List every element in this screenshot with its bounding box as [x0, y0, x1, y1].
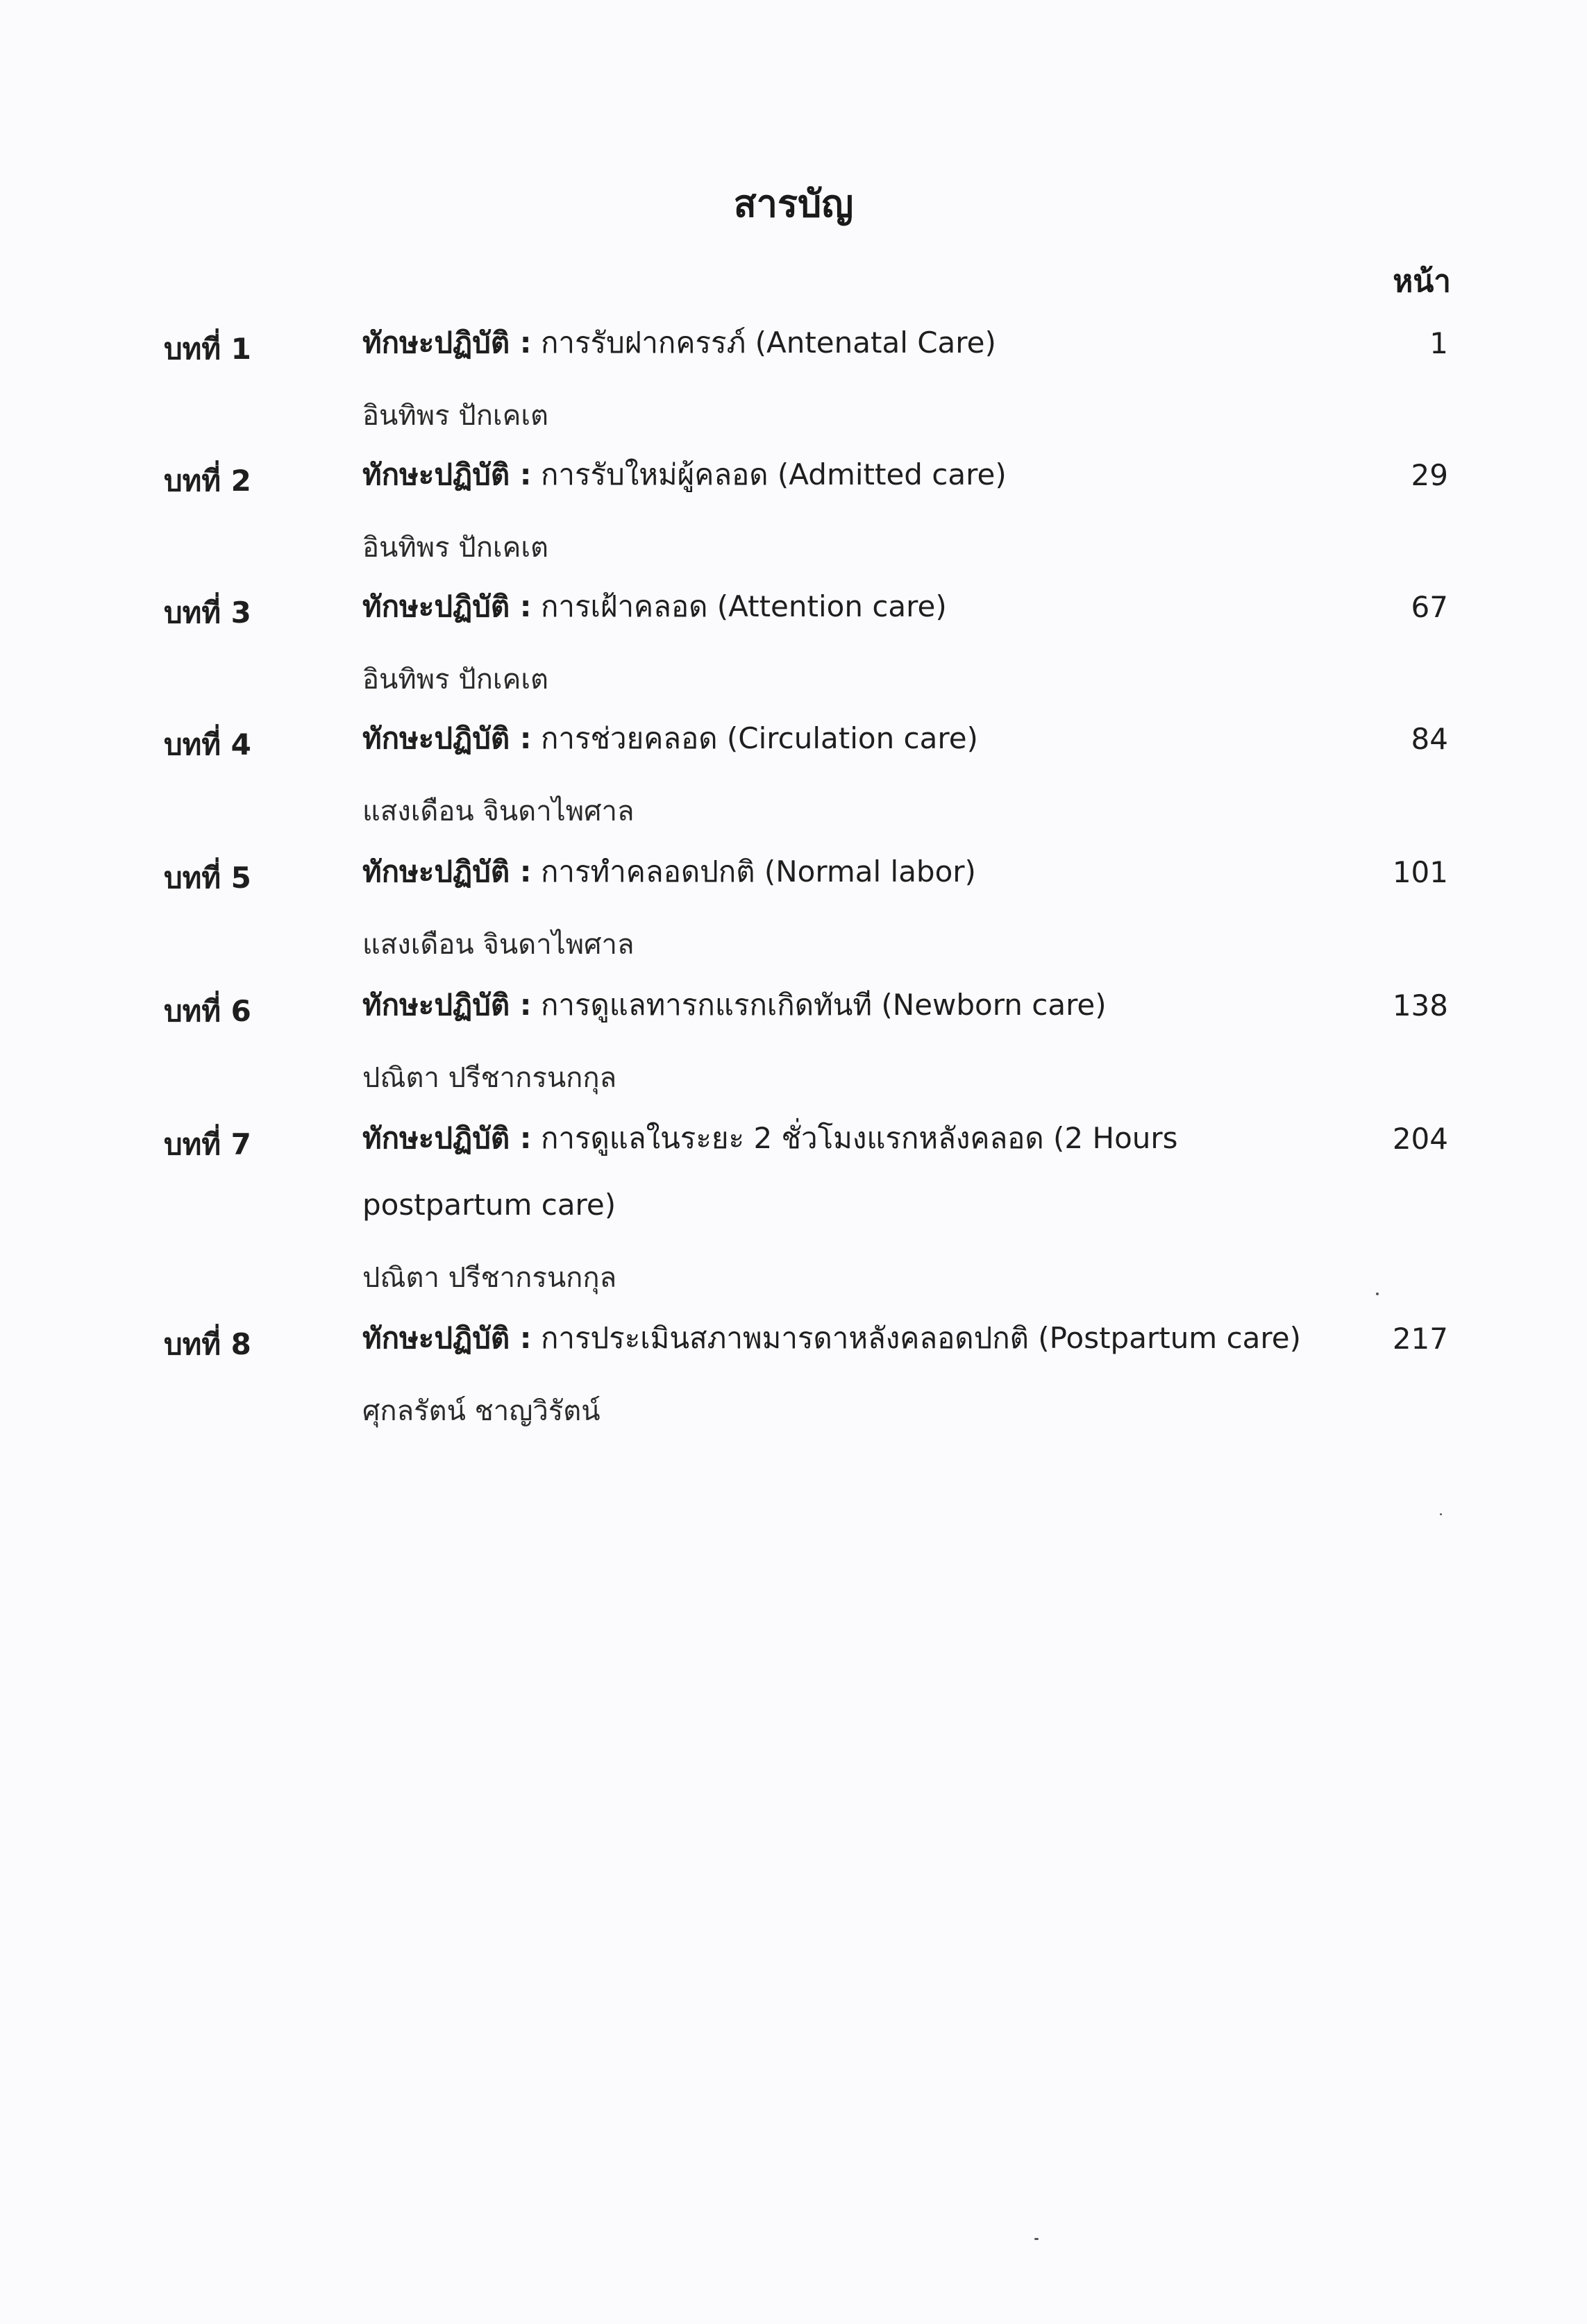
skill-prefix: ทักษะปฏิบัติ : — [362, 589, 532, 623]
chapter-label: บทที่ 5 — [164, 861, 251, 895]
chapter-title-text: การรับฝากครรภ์ (Antenatal Care) — [540, 326, 996, 360]
chapter-label: บทที่ 4 — [164, 727, 251, 761]
scan-speck — [1440, 1513, 1442, 1515]
scan-speck — [1034, 2238, 1039, 2240]
chapter-page-number: 67 — [1411, 590, 1448, 624]
chapter-page-number: 84 — [1411, 722, 1448, 756]
chapter-page-number: 204 — [1392, 1122, 1448, 1156]
chapter-title — [362, 441, 1348, 508]
chapter-title-text: การทำคลอดปกติ (Normal labor) — [540, 854, 976, 889]
chapter-page-number: 29 — [1411, 458, 1448, 492]
chapter-title-text: การรับใหม่ผู้คลอด (Admitted care) — [540, 457, 1007, 491]
chapter-title-text: การช่วยคลอด (Circulation care) — [540, 721, 978, 755]
scan-speck — [1376, 1292, 1379, 1295]
chapter-title-text: การดูแลในระยะ 2 ชั่วโมงแรกหลังคลอด (2 Hours postpartum care) — [362, 1121, 1178, 1222]
skill-prefix: ทักษะปฏิบัติ : — [362, 988, 532, 1022]
chapter-title — [362, 972, 1348, 1038]
chapter-page-number: 217 — [1392, 1322, 1448, 1356]
chapter-author: ศุกลรัตน์ ชาญวิรัตน์ — [362, 1395, 601, 1427]
chapter-title-text: การประเมินสภาพมารดาหลังคลอดปกติ (Postpartum care) — [540, 1321, 1301, 1355]
chapter-label: บทที่ 8 — [164, 1327, 251, 1361]
chapter-page-number: 1 — [1429, 326, 1448, 360]
page-column-header: หน้า — [1393, 264, 1451, 299]
chapter-author: แสงเดือน จินดาไพศาล — [362, 795, 635, 827]
skill-prefix: ทักษะปฏิบัติ : — [362, 1121, 532, 1155]
chapter-title — [362, 839, 1348, 905]
skill-prefix: ทักษะปฏิบัติ : — [362, 721, 532, 755]
chapter-author: อินทิพร ปักเคเต — [362, 532, 548, 564]
chapter-author: แสงเดือน จินดาไพศาล — [362, 929, 635, 961]
chapter-author: ปณิตา ปรีชากรนกกุล — [362, 1062, 617, 1094]
skill-prefix: ทักษะปฏิบัติ : — [362, 854, 532, 889]
chapter-label: บทที่ 1 — [164, 332, 251, 366]
chapter-author: อินทิพร ปักเคเต — [362, 400, 548, 432]
chapter-page-number: 138 — [1392, 988, 1448, 1022]
skill-prefix: ทักษะปฏิบัติ : — [362, 457, 532, 491]
skill-prefix: ทักษะปฏิบัติ : — [362, 326, 532, 360]
chapter-label: บทที่ 2 — [164, 464, 251, 498]
chapter-label: บทที่ 3 — [164, 596, 251, 630]
page-title: สารบัญ — [733, 182, 854, 226]
chapter-title — [362, 310, 1348, 376]
chapter-title-text: การดูแลทารกแรกเกิดทันที (Newborn care) — [540, 988, 1107, 1022]
chapter-author: อินทิพร ปักเคเต — [362, 664, 548, 696]
chapter-page-number: 101 — [1392, 855, 1448, 889]
skill-prefix: ทักษะปฏิบัติ : — [362, 1321, 532, 1355]
chapter-label: บทที่ 6 — [164, 994, 251, 1028]
chapter-title-text: การเฝ้าคลอด (Attention care) — [540, 589, 947, 623]
chapter-author: ปณิตา ปรีชากรนกกุล — [362, 1262, 617, 1294]
chapter-title — [362, 705, 1348, 772]
chapter-title — [362, 1105, 1348, 1238]
chapter-title — [362, 573, 1348, 640]
chapter-title — [362, 1305, 1348, 1372]
chapter-label: บทที่ 7 — [164, 1127, 251, 1161]
